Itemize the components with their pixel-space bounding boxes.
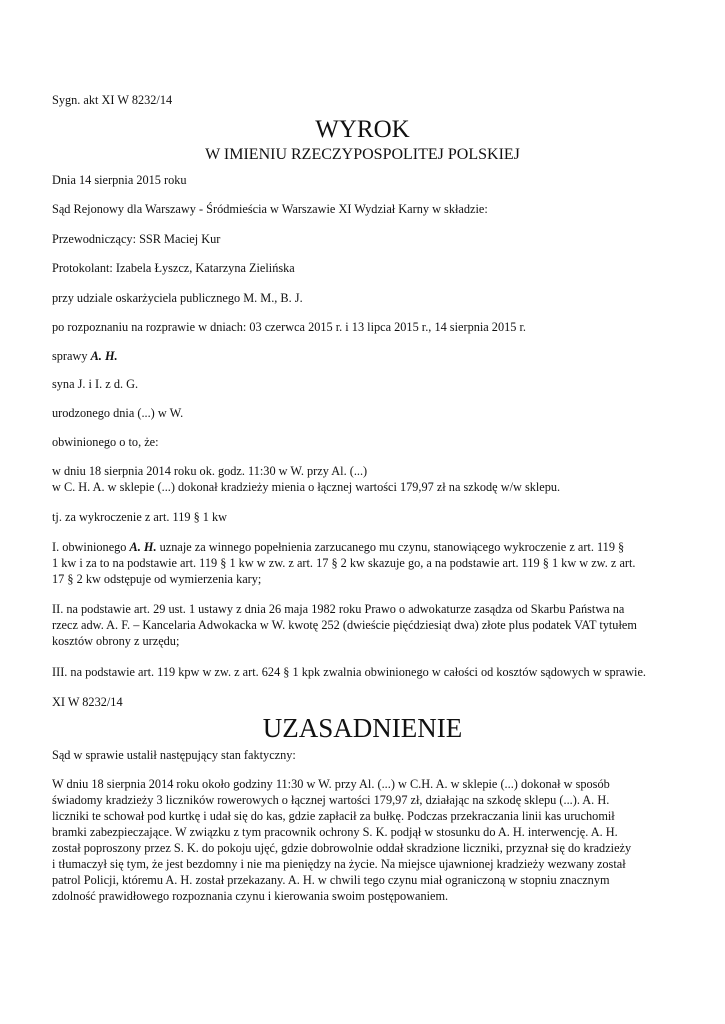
point1-defendant: A. H. bbox=[129, 540, 157, 554]
verdict-point-3: III. na podstawie art. 119 kpw w zw. z art. 624 § 1 kpk zwalnia obwinionego w całości od kosztów sądowych w sprawie. bbox=[52, 665, 646, 679]
case-reference-bottom: XI W 8232/14 bbox=[52, 695, 123, 709]
hearing-dates: po rozpoznaniu na rozprawie w dniach: 03 czerwca 2015 r. i 13 lipca 2015 r., 14 sierpnia 2015 r. bbox=[52, 320, 526, 334]
charge-intro: obwinionego o to, że: bbox=[52, 435, 159, 449]
judgment-subtitle: W IMIENIU RZECZYPOSPOLITEJ POLSKIEJ bbox=[205, 146, 520, 163]
facts-paragraph bbox=[52, 776, 677, 904]
charge-line: w dniu 18 sierpnia 2014 roku ok. godz. 11:30 w W. przy Al. (...) bbox=[52, 464, 368, 478]
verdict-line bbox=[52, 539, 677, 555]
court-clerk: Protokolant: Izabela Łyszcz, Katarzyna Zielińska bbox=[52, 261, 295, 275]
court-composition: Sąd Rejonowy dla Warszawy - Śródmieścia w Warszawie XI Wydział Karny w składzie: bbox=[52, 202, 488, 216]
presiding-judge: Przewodniczący: SSR Maciej Kur bbox=[52, 232, 221, 246]
offence-article: tj. za wykroczenie z art. 119 § 1 kw bbox=[52, 510, 228, 524]
charge-line: w C. H. A. w sklepie (...) dokonał kradzieży mienia o łącznej wartości 179,97 zł na szkodę w/w sklepu. bbox=[52, 480, 561, 494]
charge-description bbox=[52, 463, 677, 495]
facts-line: zdolność prawidłowego rozpoznania czynu i kierowania swoim postępowaniem. bbox=[52, 889, 449, 903]
facts-line: bramki zabezpieczające. W związku z tym pracownik ochrony S. K. podjął w stosunku do A. H. interwencję. A. H. bbox=[52, 825, 618, 839]
case-of-defendant bbox=[52, 348, 677, 364]
facts-line: i tłumaczył się tym, że jest bezdomny i nie ma pieniędzy na życie. Na miejsce ujawnionej kradzieży wezwany został bbox=[52, 857, 626, 871]
point1-prefix: I. obwinionego bbox=[52, 540, 127, 554]
verdict-line: 17 § 2 kw odstępuje od wymierzenia kary; bbox=[52, 572, 262, 586]
defendant-birth: urodzonego dnia (...) w W. bbox=[52, 406, 184, 420]
case-prefix: sprawy bbox=[52, 349, 88, 363]
verdict-point-1 bbox=[52, 539, 677, 587]
facts-line: został poproszony przez S. K. do pokoju ujęć, gdzie dobrowolnie oddał skradzione liczniki, przyznał się do kradzieży bbox=[52, 841, 632, 855]
case-reference: Sygn. akt XI W 8232/14 bbox=[52, 93, 173, 107]
defendant-parents: syna J. i I. z d. G. bbox=[52, 377, 139, 391]
public-prosecutor: przy udziale oskarżyciela publicznego M. M., B. J. bbox=[52, 291, 303, 305]
verdict-line: kosztów obrony z urzędu; bbox=[52, 634, 180, 648]
facts-line: patrol Policji, któremu A. H. został przekazany. A. H. w chwili tego czynu miał ograniczoną w stopniu znacznym bbox=[52, 873, 610, 887]
defendant-name: A. H. bbox=[90, 349, 118, 363]
facts-line: W dniu 18 sierpnia 2014 roku około godziny 11:30 w W. przy Al. (...) w C.H. A. w sklepie (...) dokonał w sposób bbox=[52, 777, 610, 791]
point1-text: uznaje za winnego popełnienia zarzucanego mu czynu, stanowiącego wykroczenie z art. 119 § bbox=[159, 540, 625, 554]
facts-intro: Sąd w sprawie ustalił następujący stan faktyczny: bbox=[52, 748, 296, 762]
judgment-date: Dnia 14 sierpnia 2015 roku bbox=[52, 173, 187, 187]
facts-line: świadomy kradzieży 3 liczników rowerowych o łącznej wartości 179,97 zł, działając na szkodę sklepu (...). A. H. bbox=[52, 793, 610, 807]
justification-title: UZASADNIENIE bbox=[262, 713, 463, 743]
verdict-line: 1 kw i za to na podstawie art. 119 § 1 kw w zw. z art. 17 § 2 kw skazuje go, a na podstawie art. 119 § 1 kw w zw. z art. bbox=[52, 556, 636, 570]
judgment-title: WYROK bbox=[315, 116, 410, 143]
facts-line: liczniki te schował pod kurtkę i udał się do kas, gdzie zapłacił za bułkę. Podczas przekraczania linii kas uruchomił bbox=[52, 809, 615, 823]
verdict-point-2 bbox=[52, 601, 677, 649]
verdict-line: II. na podstawie art. 29 ust. 1 ustawy z dnia 26 maja 1982 roku Prawo o adwokaturze zasądza od Skarbu Państwa na bbox=[52, 602, 625, 616]
verdict-line: rzecz adw. A. F. – Kancelaria Adwokacka w W. kwotę 252 (dwieście pięćdziesiąt dwa) złote plus podatek VAT tytułem bbox=[52, 618, 637, 632]
